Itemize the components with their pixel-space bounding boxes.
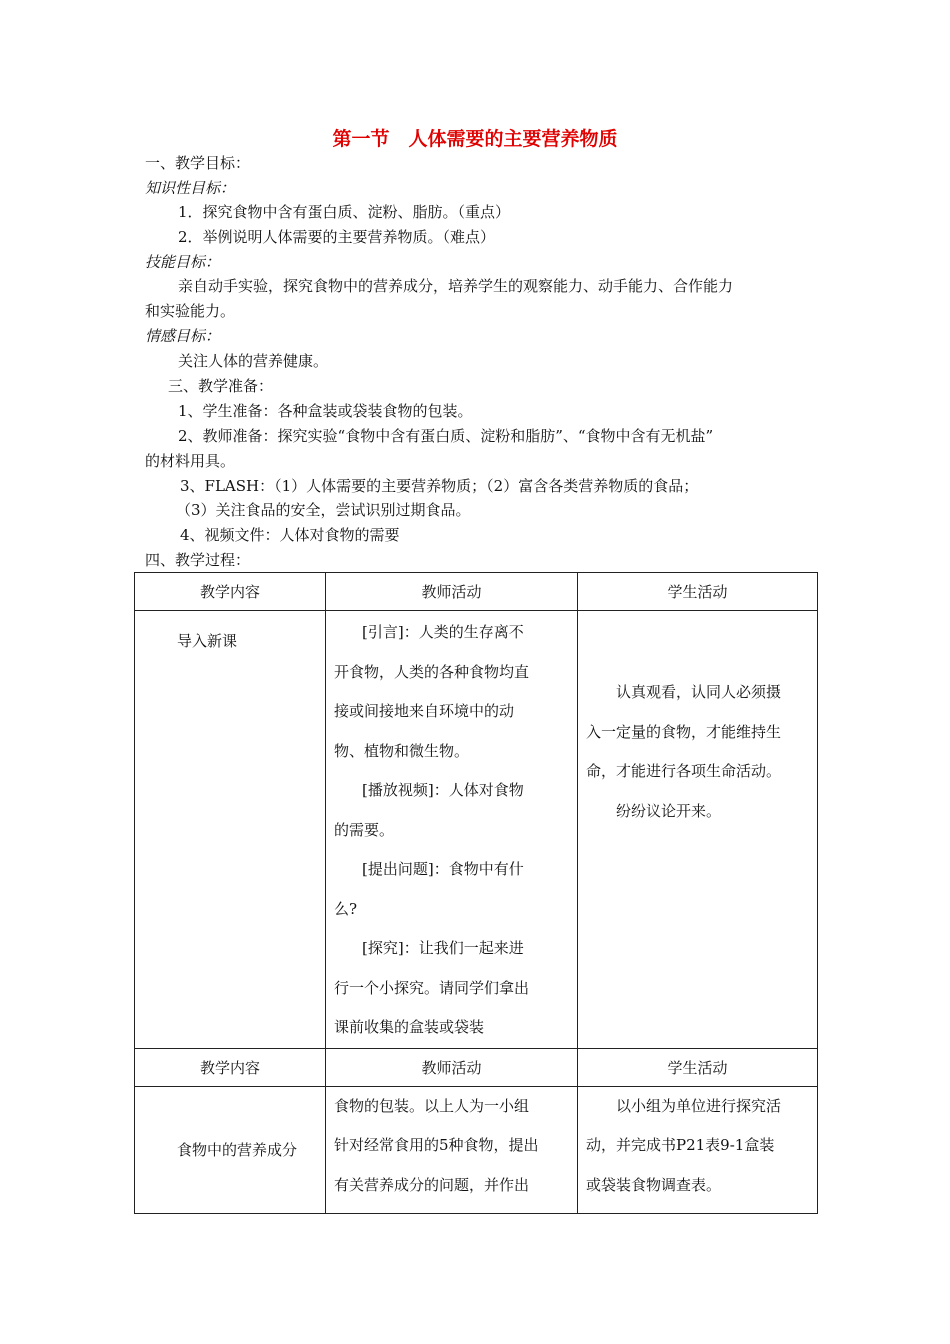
student-line: 动，并完成书P21表9-1盒装: [586, 1136, 775, 1154]
teacher-line: 课前收集的盒装或袋装: [334, 1018, 485, 1036]
prep-item-4: 4、视频文件：人体对食物的需要: [180, 526, 400, 544]
emotion-text: 关注人体的营养健康。: [178, 352, 329, 370]
content-label: 导入新课: [177, 632, 238, 650]
student-line: 或袋装食物调查表。: [586, 1175, 722, 1194]
header-student: 学生活动: [578, 1048, 818, 1086]
student-line: 以小组为单位进行探究活: [616, 1096, 782, 1115]
table-header-row: [135, 573, 818, 611]
teacher-line: [引言]：人类的生存离不: [362, 623, 524, 641]
teacher-line: [探究]：让我们一起来进: [362, 939, 524, 957]
table-row: [135, 1086, 818, 1213]
teacher-line: 行一个小探究。请同学们拿出: [334, 978, 530, 997]
teacher-line: [播放视频]：人体对食物: [362, 781, 524, 799]
teacher-line: 有关营养成分的问题，并作出: [334, 1175, 530, 1194]
prep-heading: 三、教学准备：: [168, 377, 274, 395]
header-teacher: 教师活动: [326, 573, 578, 611]
emotion-goal-heading: 情感目标：: [145, 327, 221, 345]
page-title: 第一节 人体需要的主要营养物质: [332, 128, 618, 150]
skill-text-1: 亲自动手实验，探究食物中的营养成分，培养学生的观察能力、动手能力、合作能力: [178, 277, 734, 295]
student-cell: [578, 1086, 818, 1213]
process-table: [134, 572, 818, 1214]
teacher-cell: [326, 1086, 578, 1213]
teacher-cell: [326, 611, 578, 1049]
teacher-line: 针对经常食用的5种食物，提出: [334, 1136, 539, 1154]
header-teacher: 教师活动: [326, 1048, 578, 1086]
knowledge-item-1: 1．探究食物中含有蛋白质、淀粉、脂肪。（重点）: [178, 203, 511, 221]
student-cell: [578, 611, 818, 1049]
content-label: 食物中的营养成分: [177, 1140, 298, 1159]
table-row: [135, 611, 818, 1049]
prep-item-2a: 2、教师准备：探究实验“食物中含有蛋白质、淀粉和脂肪”、“食物中含有无机盐”: [178, 427, 714, 445]
teacher-line: 物、植物和微生物。: [334, 741, 470, 760]
content-cell: [135, 1086, 326, 1213]
teacher-line: [提出问题]：食物中有什: [362, 860, 524, 878]
header-content: 教学内容: [135, 1048, 326, 1086]
teacher-line: 接或间接地来自环境中的动: [334, 702, 515, 720]
prep-item-2b: 的材料用具。: [145, 452, 236, 470]
prep-item-1: 1、学生准备：各种盒装或袋装食物的包装。: [178, 402, 473, 420]
teacher-line: 的需要。: [334, 820, 395, 839]
skill-text-2: 和实验能力。: [145, 302, 236, 320]
teacher-line: 开食物，人类的各种食物均直: [334, 662, 530, 681]
goal-heading: 一、教学目标：: [145, 154, 251, 172]
teacher-line: 么?: [334, 899, 358, 918]
teacher-line: 食物的包装。以上人为一小组: [334, 1096, 530, 1115]
student-line: 入一定量的食物，才能维持生: [586, 722, 782, 741]
process-heading: 四、教学过程：: [145, 551, 251, 569]
header-student: 学生活动: [578, 573, 818, 611]
table-header-row-repeat: [135, 1048, 818, 1086]
student-line: 命，才能进行各项生命活动。: [586, 762, 782, 780]
header-content: 教学内容: [135, 573, 326, 611]
student-line: 纷纷议论开来。: [616, 801, 722, 820]
prep-item-3b: （3）关注食品的安全，尝试识别过期食品。: [176, 501, 471, 519]
knowledge-item-2: 2．举例说明人体需要的主要营养物质。（难点）: [178, 228, 496, 246]
knowledge-goal-heading: 知识性目标：: [145, 179, 236, 197]
content-cell: [135, 611, 326, 1049]
prep-item-3a: 3、FLASH：（1）人体需要的主要营养物质；（2）富含各类营养物质的食品；: [180, 477, 699, 495]
skill-goal-heading: 技能目标：: [145, 253, 221, 271]
student-line: 认真观看，认同人必须摄: [616, 683, 782, 701]
